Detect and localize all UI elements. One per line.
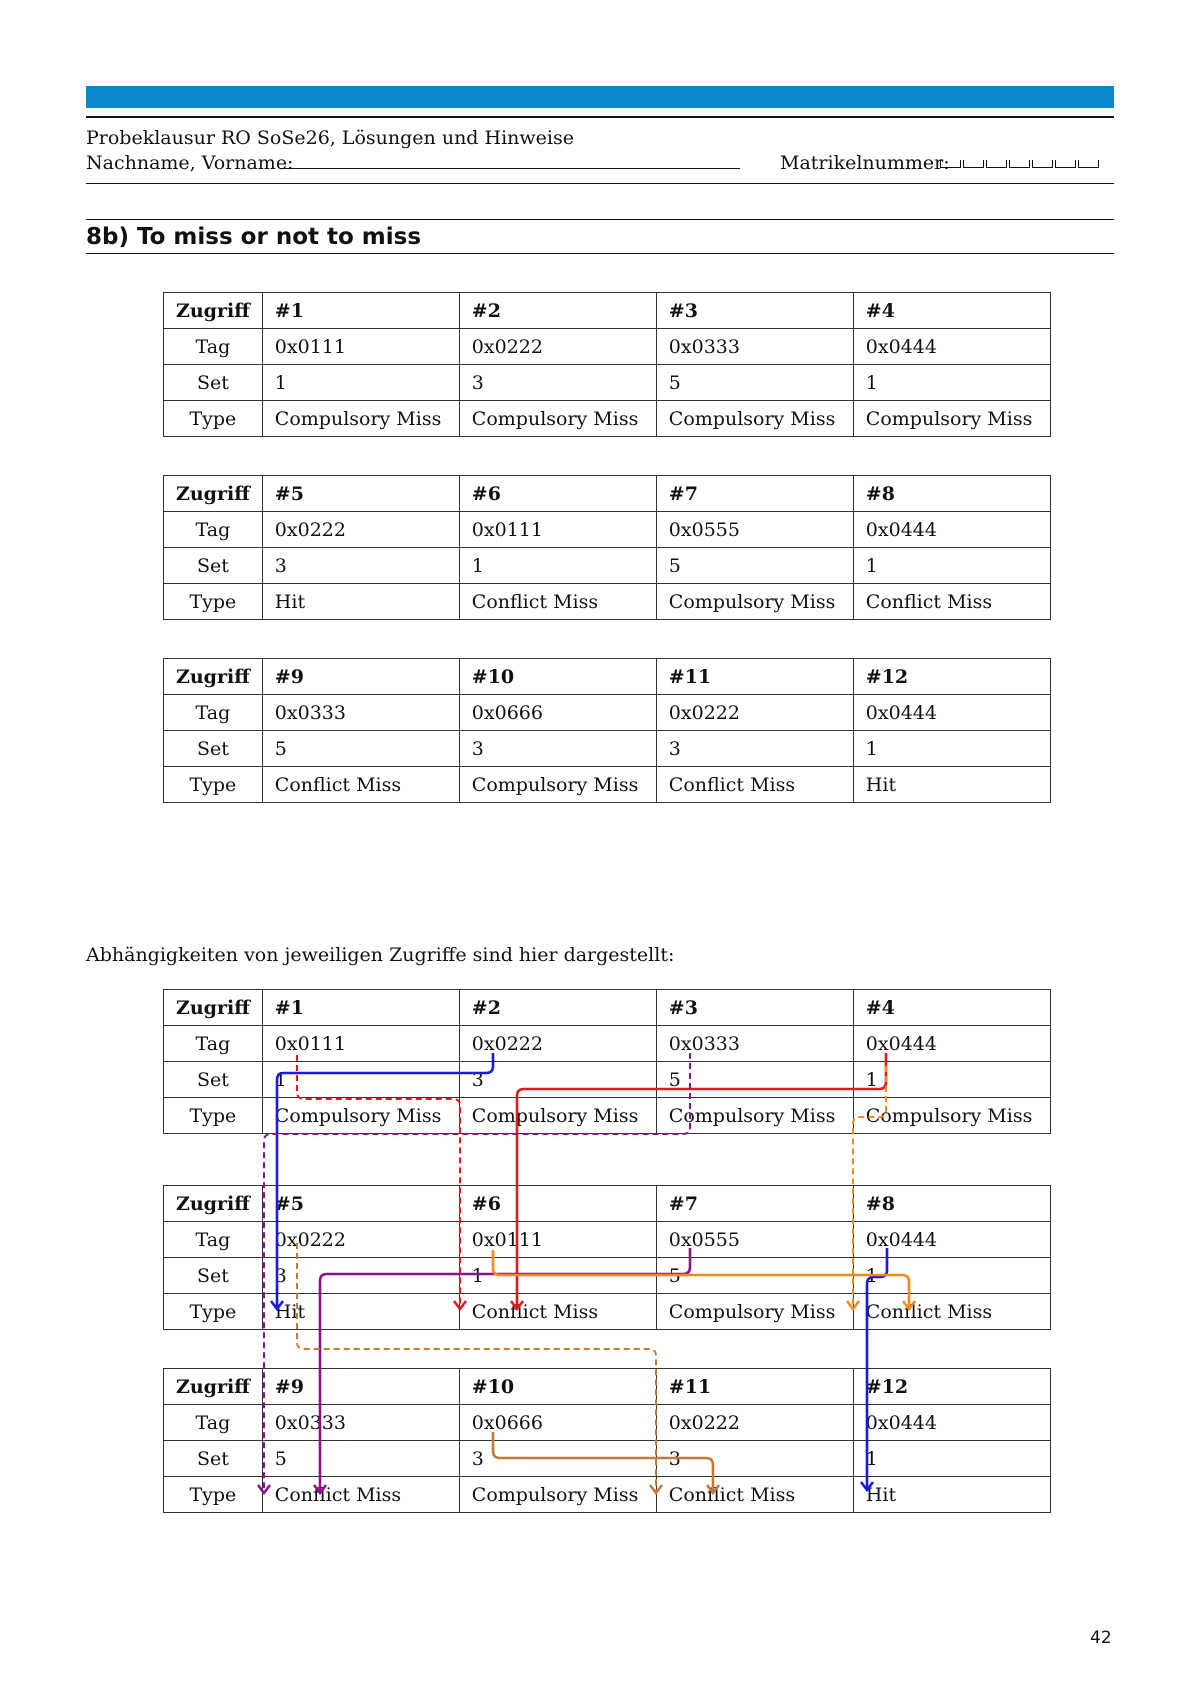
header-color-bar (86, 86, 1114, 108)
dependency-intro-text: Abhängigkeiten von jeweiligen Zugriffe sind hier dargestellt: (86, 944, 675, 966)
row-label: Type (164, 401, 263, 437)
row-label: Type (164, 1477, 263, 1513)
table-cell: 1 (853, 548, 1050, 584)
row-label: Zugriff (164, 1186, 263, 1222)
table-cell: 5 (656, 548, 853, 584)
table-cell: 0x0222 (459, 329, 656, 365)
table-cell: 3 (459, 1062, 656, 1098)
access-row (164, 476, 1051, 512)
table-cell: #9 (262, 1369, 459, 1405)
table-cell: Conflict Miss (459, 584, 656, 620)
table-cell: 3 (656, 1441, 853, 1477)
table-cell: 0x0111 (262, 1026, 459, 1062)
table-cell: 0x0111 (262, 329, 459, 365)
table-cell: #1 (262, 990, 459, 1026)
matrikel-boxes[interactable] (940, 160, 1101, 168)
table-cell: 1 (853, 1062, 1050, 1098)
type-row (164, 401, 1051, 437)
tag-row (164, 329, 1051, 365)
table-cell: 1 (853, 365, 1050, 401)
table-cell: 0x0666 (459, 695, 656, 731)
row-label: Zugriff (164, 1369, 263, 1405)
table-cell: #8 (853, 476, 1050, 512)
access-row (164, 659, 1051, 695)
table-cell: #6 (459, 1186, 656, 1222)
table-cell: #10 (459, 659, 656, 695)
table-cell: 0x0444 (853, 695, 1050, 731)
access-table-2 (163, 475, 1051, 620)
table-cell: #8 (853, 1186, 1050, 1222)
table-cell: #1 (262, 293, 459, 329)
exam-title: Probeklausur RO SoSe26, Lösungen und Hinweise (86, 127, 574, 149)
row-label: Zugriff (164, 293, 263, 329)
table-cell: Compulsory Miss (853, 1098, 1050, 1134)
tag-row (164, 1405, 1051, 1441)
table-cell: 1 (262, 1062, 459, 1098)
table-cell: Hit (262, 584, 459, 620)
name-field-line[interactable] (280, 168, 740, 169)
table-cell: 0x0222 (656, 1405, 853, 1441)
header-rule-top (86, 116, 1114, 118)
page-number: 42 (1090, 1628, 1112, 1648)
table-cell: Compulsory Miss (853, 401, 1050, 437)
type-row (164, 1098, 1051, 1134)
tag-row (164, 1026, 1051, 1062)
set-row (164, 1441, 1051, 1477)
access-row (164, 990, 1051, 1026)
table-cell: 1 (459, 548, 656, 584)
row-label: Tag (164, 512, 263, 548)
table-cell: Hit (853, 767, 1050, 803)
table-cell: Hit (853, 1477, 1050, 1513)
type-row (164, 767, 1051, 803)
table-cell: #9 (262, 659, 459, 695)
table-cell: 1 (459, 1258, 656, 1294)
table-cell: Conflict Miss (656, 1477, 853, 1513)
table-cell: Compulsory Miss (459, 401, 656, 437)
access-table-1 (163, 292, 1051, 437)
table-cell: Compulsory Miss (656, 584, 853, 620)
row-label: Set (164, 1258, 263, 1294)
row-label: Type (164, 584, 263, 620)
table-cell: 0x0444 (853, 329, 1050, 365)
table-cell: 3 (459, 731, 656, 767)
table-cell: #5 (262, 1186, 459, 1222)
table-cell: Compulsory Miss (656, 1098, 853, 1134)
table-cell: 0x0222 (262, 1222, 459, 1258)
table-cell: Compulsory Miss (656, 401, 853, 437)
set-row (164, 1258, 1051, 1294)
table-cell: 0x0444 (853, 1405, 1050, 1441)
row-label: Zugriff (164, 659, 263, 695)
table-cell: Compulsory Miss (459, 1477, 656, 1513)
type-row (164, 1477, 1051, 1513)
table-cell: #2 (459, 293, 656, 329)
table-cell: 1 (853, 1441, 1050, 1477)
row-label: Type (164, 1294, 263, 1330)
row-label: Tag (164, 1405, 263, 1441)
table-cell: 0x0111 (459, 1222, 656, 1258)
table-cell: 0x0444 (853, 1026, 1050, 1062)
dependency-table-3 (163, 1368, 1051, 1513)
table-cell: 1 (853, 731, 1050, 767)
row-label: Zugriff (164, 476, 263, 512)
table-cell: 3 (656, 731, 853, 767)
tag-row (164, 1222, 1051, 1258)
table-cell: 5 (656, 1258, 853, 1294)
table-cell: 3 (459, 365, 656, 401)
table-cell: 5 (656, 1062, 853, 1098)
table-cell: 0x0555 (656, 512, 853, 548)
row-label: Set (164, 1062, 263, 1098)
table-cell: 3 (262, 1258, 459, 1294)
table-cell: #5 (262, 476, 459, 512)
table-cell: #7 (656, 1186, 853, 1222)
table-cell: Conflict Miss (853, 1294, 1050, 1330)
table-cell: Conflict Miss (656, 767, 853, 803)
table-cell: #4 (853, 990, 1050, 1026)
row-label: Set (164, 365, 263, 401)
type-row (164, 1294, 1051, 1330)
table-cell: Compulsory Miss (459, 767, 656, 803)
table-cell: #12 (853, 659, 1050, 695)
table-cell: #11 (656, 1369, 853, 1405)
table-cell: 0x0333 (262, 695, 459, 731)
table-cell: 1 (262, 365, 459, 401)
section-title: 8b) To miss or not to miss (86, 224, 422, 250)
table-cell: 5 (656, 365, 853, 401)
table-cell: Conflict Miss (262, 1477, 459, 1513)
table-cell: #10 (459, 1369, 656, 1405)
row-label: Type (164, 1098, 263, 1134)
section-rule-top (86, 219, 1114, 220)
table-cell: Compulsory Miss (262, 401, 459, 437)
tag-row (164, 512, 1051, 548)
table-cell: Hit (262, 1294, 459, 1330)
access-row (164, 293, 1051, 329)
tag-row (164, 695, 1051, 731)
access-row (164, 1186, 1051, 1222)
table-cell: 0x0333 (656, 329, 853, 365)
table-cell: #3 (656, 990, 853, 1026)
table-cell: 5 (262, 1441, 459, 1477)
table-cell: #4 (853, 293, 1050, 329)
table-cell: 3 (262, 548, 459, 584)
table-cell: 0x0222 (656, 695, 853, 731)
row-label: Type (164, 767, 263, 803)
table-cell: 0x0111 (459, 512, 656, 548)
set-row (164, 1062, 1051, 1098)
access-table-3 (163, 658, 1051, 803)
row-label: Set (164, 548, 263, 584)
table-cell: #6 (459, 476, 656, 512)
table-cell: #12 (853, 1369, 1050, 1405)
matrikel-label: Matrikelnummer: (780, 152, 950, 174)
row-label: Zugriff (164, 990, 263, 1026)
header-rule-bottom (86, 183, 1114, 184)
name-label: Nachname, Vorname: (86, 152, 294, 174)
table-cell: Conflict Miss (459, 1294, 656, 1330)
table-cell: 0x0444 (853, 1222, 1050, 1258)
row-label: Tag (164, 329, 263, 365)
row-label: Tag (164, 1222, 263, 1258)
table-cell: 0x0666 (459, 1405, 656, 1441)
table-cell: Compulsory Miss (656, 1294, 853, 1330)
table-cell: Compulsory Miss (262, 1098, 459, 1134)
dependency-table-2 (163, 1185, 1051, 1330)
table-cell: 0x0222 (262, 512, 459, 548)
row-label: Tag (164, 1026, 263, 1062)
dependency-table-1 (163, 989, 1051, 1134)
set-row (164, 365, 1051, 401)
table-cell: 0x0333 (656, 1026, 853, 1062)
set-row (164, 548, 1051, 584)
table-cell: #3 (656, 293, 853, 329)
table-cell: Compulsory Miss (459, 1098, 656, 1134)
table-cell: #11 (656, 659, 853, 695)
table-cell: Conflict Miss (262, 767, 459, 803)
row-label: Tag (164, 695, 263, 731)
type-row (164, 584, 1051, 620)
table-cell: 1 (853, 1258, 1050, 1294)
table-cell: 5 (262, 731, 459, 767)
table-cell: 3 (459, 1441, 656, 1477)
row-label: Set (164, 731, 263, 767)
row-label: Set (164, 1441, 263, 1477)
table-cell: 0x0222 (459, 1026, 656, 1062)
section-rule-bottom (86, 253, 1114, 254)
table-cell: Conflict Miss (853, 584, 1050, 620)
table-cell: 0x0333 (262, 1405, 459, 1441)
access-row (164, 1369, 1051, 1405)
table-cell: #7 (656, 476, 853, 512)
table-cell: #2 (459, 990, 656, 1026)
table-cell: 0x0555 (656, 1222, 853, 1258)
set-row (164, 731, 1051, 767)
table-cell: 0x0444 (853, 512, 1050, 548)
